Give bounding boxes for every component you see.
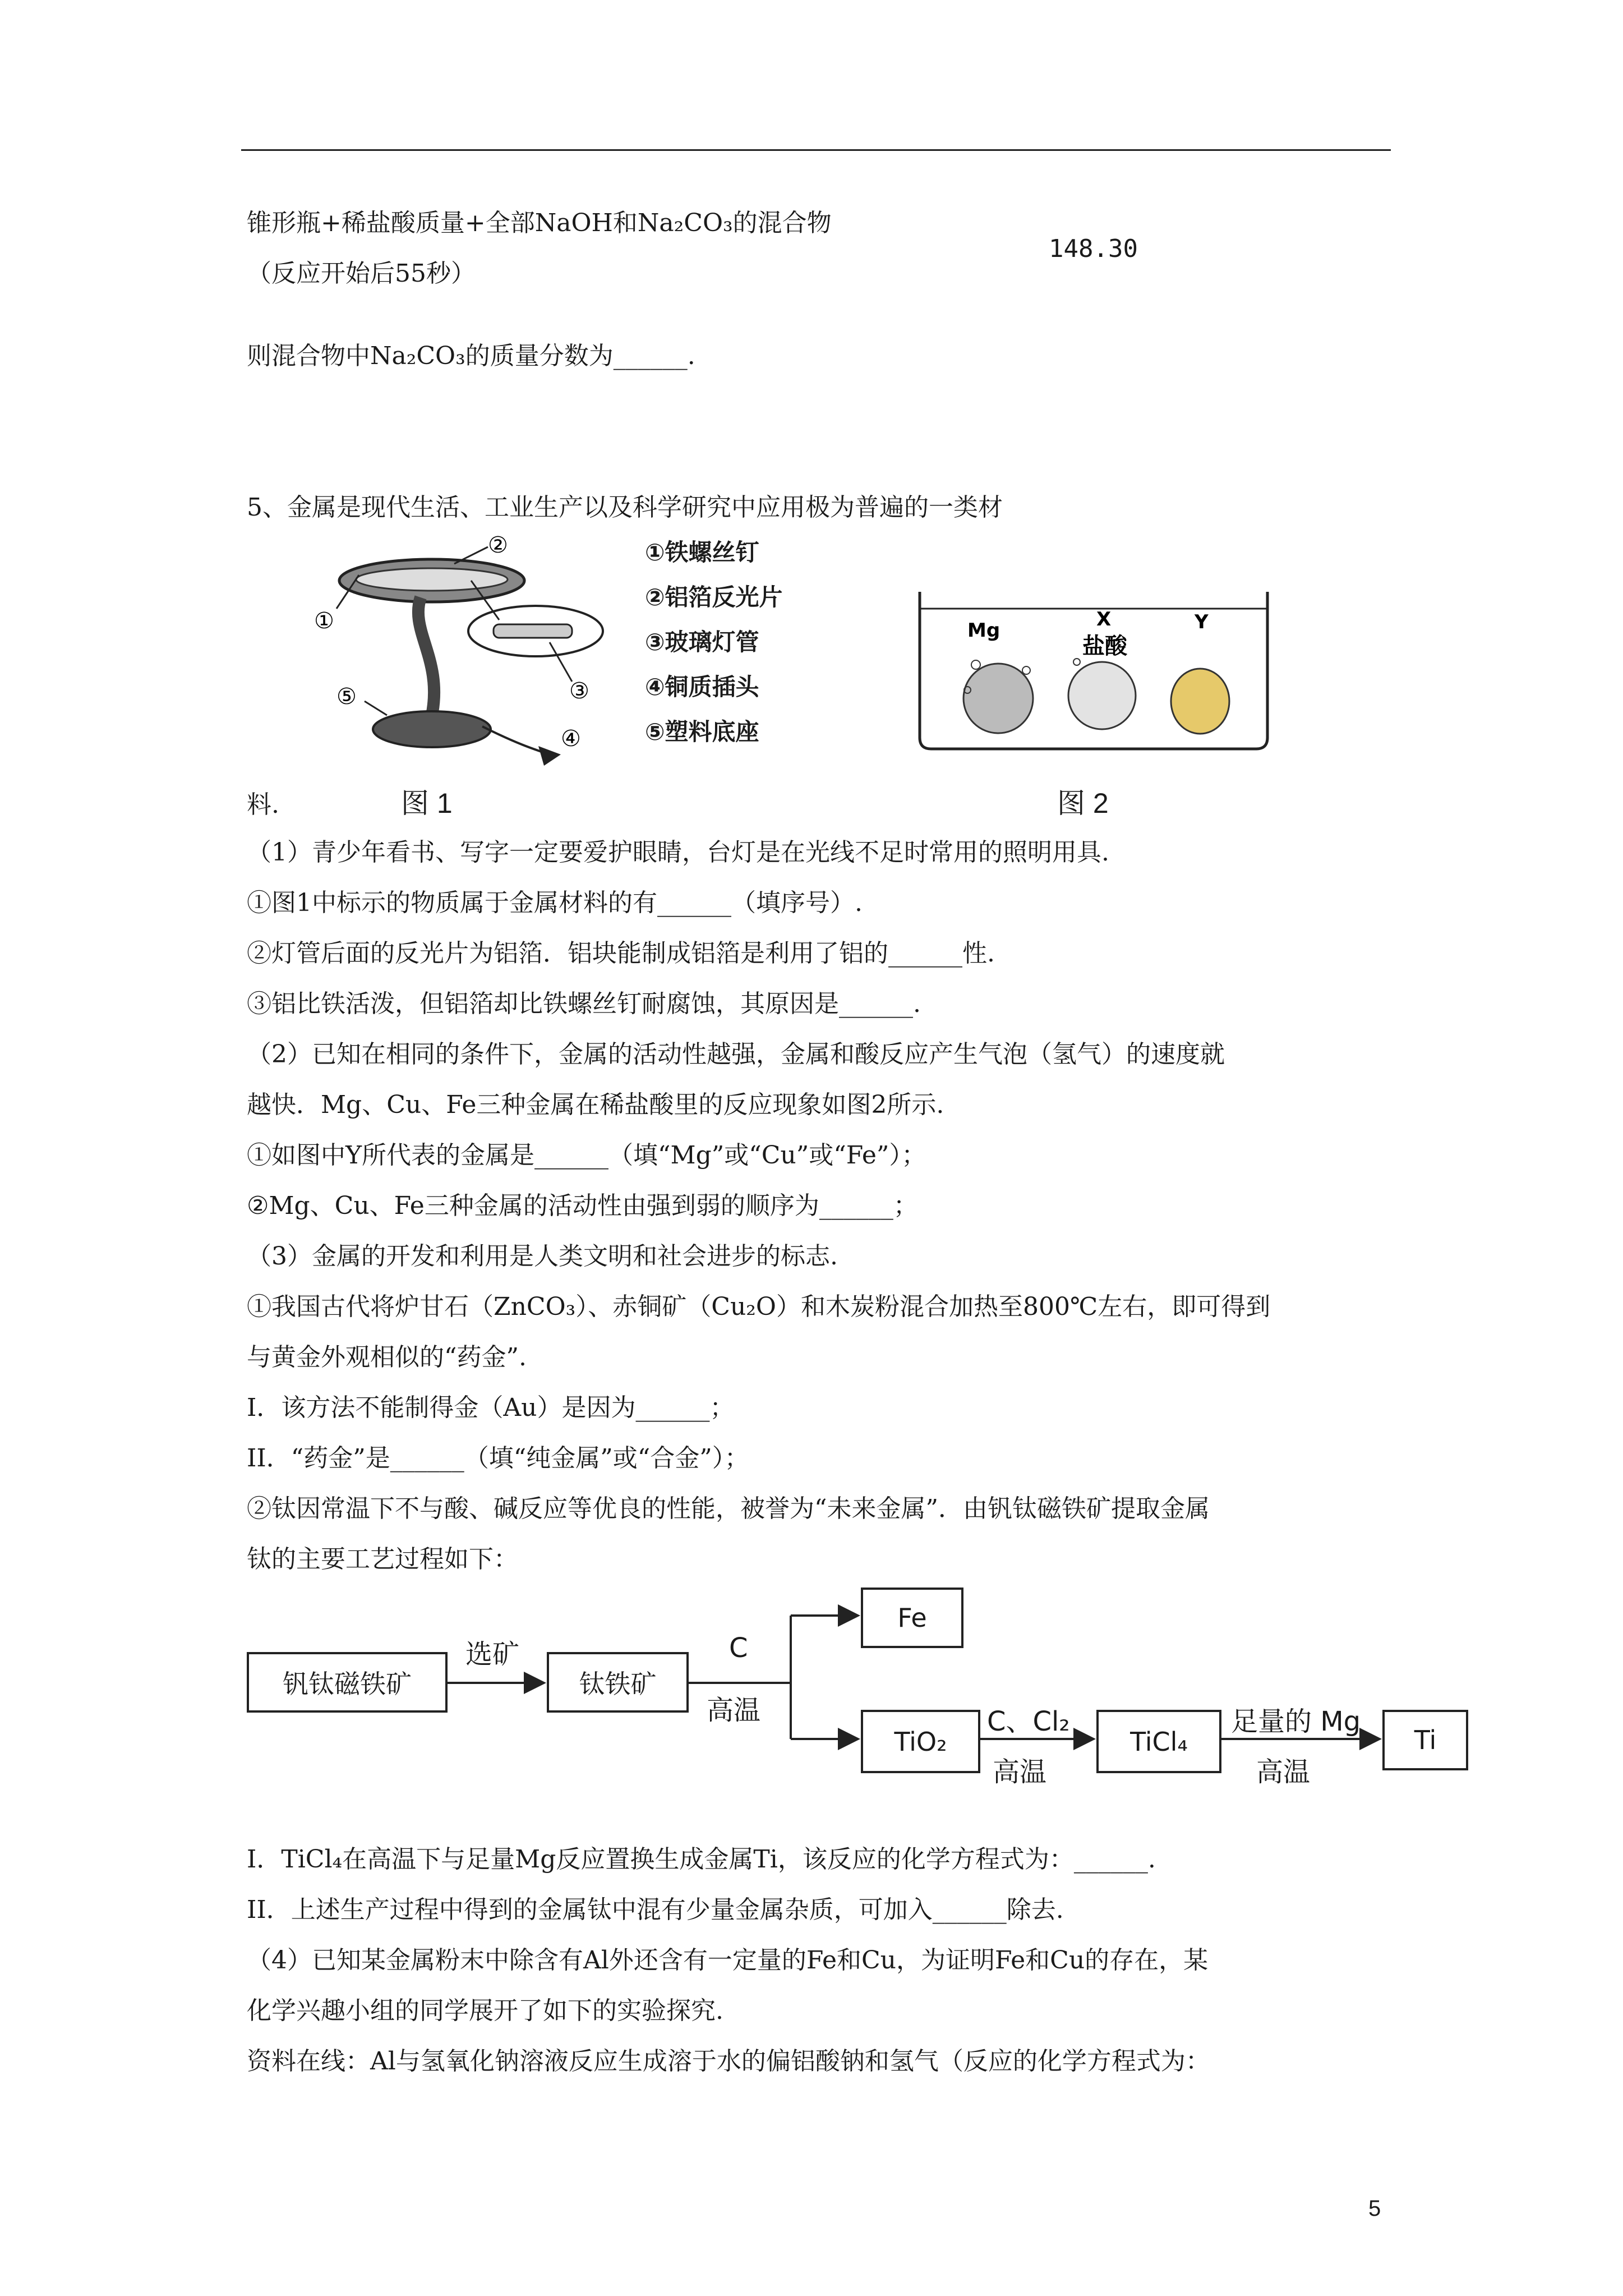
label-carbon: C [729, 1632, 748, 1664]
text-line: 化学兴趣小组的同学展开了如下的实验探究. [247, 1996, 723, 2025]
label-high-temp-2: 高温 [993, 1756, 1047, 1788]
text-line: II．上述生产过程中得到的金属钛中混有少量金属杂质，可加入______除去. [247, 1895, 1064, 1924]
text-line: ③铝比铁活泼，但铝箔却比铁螺丝钉耐腐蚀，其原因是______. [247, 990, 921, 1018]
figure2-caption: 图 2 [1057, 788, 1109, 819]
text-line: ②钛因常温下不与酸、碱反应等优良的性能，被誉为“未来金属”．由钒钛磁铁矿提取金属 [247, 1494, 1210, 1523]
text-line: I．TiCl₄在高温下与足量Mg反应置换生成金属Ti，该反应的化学方程式为：______. [247, 1845, 1156, 1874]
legend-item: ③玻璃灯管 [645, 628, 759, 656]
figure1-marker-5: ⑤ [336, 684, 357, 710]
text-line: （3）金属的开发和利用是人类文明和社会进步的标志. [247, 1242, 838, 1271]
label-high-temp-1: 高温 [707, 1695, 761, 1726]
header-rule [241, 149, 1391, 151]
figure2-label-x: X [1096, 608, 1112, 631]
label-c-cl2: C、Cl₂ [987, 1706, 1070, 1737]
text-line: ②灯管后面的反光片为铝箔．铝块能制成铝箔是利用了铝的______性. [247, 939, 995, 968]
text-line: I．该方法不能制得金（Au）是因为______； [247, 1393, 735, 1422]
figure1-marker-4: ④ [561, 726, 581, 752]
figure1-caption: 图 1 [401, 788, 453, 819]
text-line: ①图1中标示的物质属于金属材料的有______（填序号）. [247, 889, 863, 917]
box-vanadium-titanium-magnetite: 钒钛磁铁矿 [247, 1652, 448, 1713]
box-ilmenite: 钛铁矿 [547, 1652, 689, 1713]
legend-item: ②铝箔反光片 [645, 583, 783, 611]
text-line: II．“药金”是______（填“纯金属”或“合金”）； [247, 1444, 749, 1473]
figure1-lamp-diagram [303, 530, 639, 783]
text-line: ①我国古代将炉甘石（ZnCO₃）、赤铜矿（Cu₂O）和木炭粉混合加热至800℃左右，即可得到 [247, 1292, 1271, 1321]
text-line: （4）已知某金属粉末中除含有Al外还含有一定量的Fe和Cu，为证明Fe和Cu的存在，某 [247, 1946, 1209, 1975]
figure2-label-y: Y [1195, 611, 1209, 633]
text-line: ②Mg、Cu、Fe三种金属的活动性由强到弱的顺序为______； [247, 1191, 918, 1220]
label-ore-dressing: 选矿 [465, 1639, 520, 1670]
legend-item: ④铜质插头 [645, 673, 759, 701]
table-row-label-1: 锥形瓶+稀盐酸质量+全部NaOH和Na₂CO₃的混合物 [247, 209, 832, 237]
figure2-beaker-diagram [914, 586, 1273, 754]
label-high-temp-3: 高温 [1256, 1756, 1311, 1788]
text-line: ①如图中Y所代表的金属是______（填“Mg”或“Cu”或“Fe”）； [247, 1141, 926, 1170]
figure1-marker-1: ① [314, 608, 334, 634]
text-line: 钛的主要工艺过程如下： [247, 1545, 518, 1573]
titanium-process-flowchart [241, 1565, 1497, 1788]
page-number: 5 [1368, 2196, 1381, 2221]
text-line: 资料在线：Al与氢氧化钠溶液反应生成溶于水的偏铝酸钠和氢气（反应的化学方程式为： [247, 2047, 1210, 2076]
question-5-title-continued: 料. [247, 790, 279, 819]
text-line: 与黄金外观相似的“药金”. [247, 1343, 527, 1372]
box-fe: Fe [861, 1588, 963, 1648]
box-tio2: TiO₂ [861, 1710, 980, 1773]
table-row-value: 148.30 [1049, 234, 1138, 263]
box-ti: Ti [1382, 1710, 1468, 1770]
label-excess-mg: 足量的 Mg [1231, 1706, 1361, 1737]
question-5-title: 5、金属是现代生活、工业生产以及科学研究中应用极为普遍的一类材 [247, 493, 1003, 522]
figure2-label-acid: 盐酸 [1082, 633, 1127, 659]
question-line: 则混合物中Na₂CO₃的质量分数为______. [247, 342, 695, 370]
figure1-legend [645, 530, 783, 754]
legend-item: ①铁螺丝钉 [645, 539, 759, 566]
text-line: （1）青少年看书、写字一定要爱护眼睛，台灯是在光线不足时常用的照明用具. [247, 838, 1109, 867]
figure2-label-mg: Mg [967, 619, 1000, 642]
table-row-label-2: （反应开始后55秒） [247, 259, 476, 288]
figure1-marker-2: ② [488, 532, 508, 558]
box-ticl4: TiCl₄ [1096, 1710, 1221, 1773]
figure1-marker-3: ③ [569, 678, 589, 704]
legend-item: ⑤塑料底座 [645, 718, 759, 746]
text-line: 越快．Mg、Cu、Fe三种金属在稀盐酸里的反应现象如图2所示. [247, 1091, 944, 1119]
text-line: （2）已知在相同的条件下，金属的活动性越强，金属和酸反应产生气泡（氢气）的速度就 [247, 1040, 1225, 1069]
